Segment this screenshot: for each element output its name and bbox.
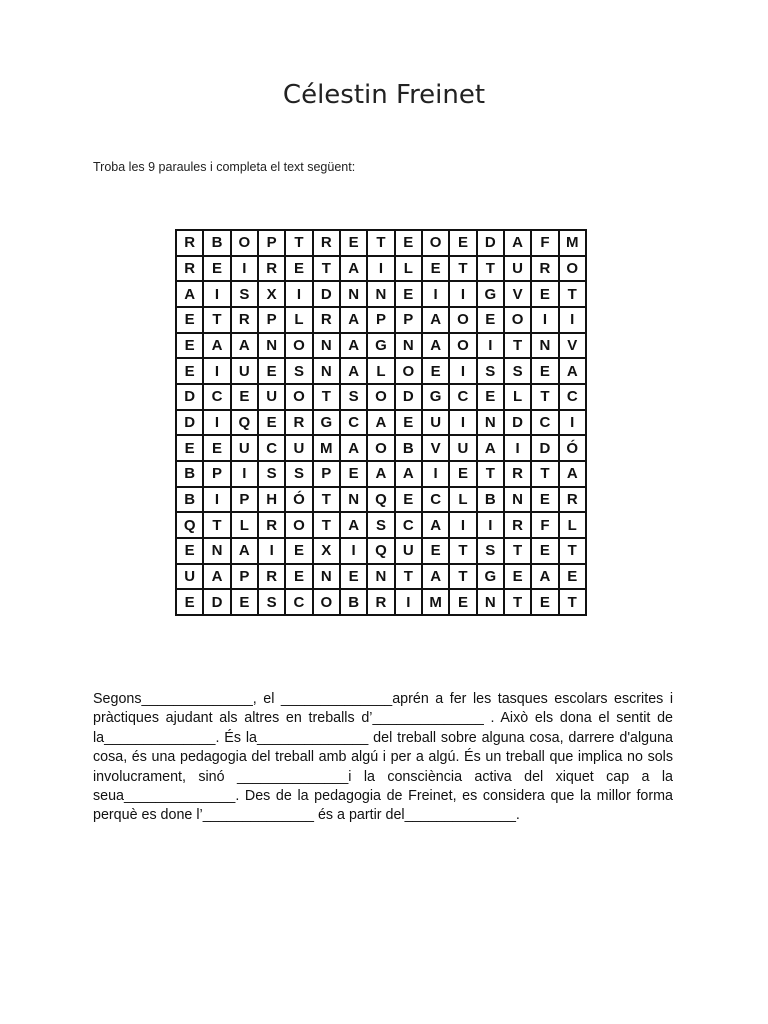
grid-cell: I	[423, 462, 450, 488]
grid-cell: P	[314, 462, 341, 488]
grid-cell: I	[341, 539, 368, 565]
grid-cell: R	[177, 257, 204, 283]
grid-cell: E	[341, 565, 368, 591]
grid-cell: S	[286, 462, 313, 488]
grid-cell: A	[532, 565, 559, 591]
grid-cell: T	[505, 334, 532, 360]
grid-cell: A	[505, 231, 532, 257]
grid-cell: R	[505, 513, 532, 539]
grid-cell: E	[177, 539, 204, 565]
grid-cell: C	[259, 436, 286, 462]
grid-cell: Q	[368, 539, 395, 565]
grid-cell: A	[478, 436, 505, 462]
grid-cell: B	[177, 488, 204, 514]
grid-cell: X	[314, 539, 341, 565]
grid-cell: E	[341, 231, 368, 257]
grid-cell: R	[259, 257, 286, 283]
grid-cell: T	[368, 231, 395, 257]
grid-cell: A	[423, 334, 450, 360]
grid-cell: E	[396, 282, 423, 308]
grid-cell: E	[286, 565, 313, 591]
grid-cell: A	[341, 257, 368, 283]
grid-cell: E	[232, 385, 259, 411]
grid-cell: U	[505, 257, 532, 283]
grid-cell: T	[505, 590, 532, 616]
grid-cell: T	[532, 385, 559, 411]
grid-cell: T	[314, 257, 341, 283]
grid-cell: B	[204, 231, 231, 257]
grid-cell: L	[396, 257, 423, 283]
grid-cell: N	[396, 334, 423, 360]
grid-cell: I	[204, 488, 231, 514]
grid-cell: L	[232, 513, 259, 539]
grid-cell: V	[423, 436, 450, 462]
grid-cell: E	[177, 308, 204, 334]
grid-cell: T	[560, 539, 587, 565]
grid-cell: E	[259, 359, 286, 385]
grid-cell: Q	[368, 488, 395, 514]
grid-cell: E	[532, 359, 559, 385]
grid-cell: G	[478, 565, 505, 591]
grid-cell: I	[560, 411, 587, 437]
instructions-text: Troba les 9 paraules i completa el text següent:	[93, 160, 356, 174]
grid-cell: A	[341, 513, 368, 539]
page-title: Célestin Freinet	[282, 80, 486, 110]
grid-cell: N	[341, 488, 368, 514]
grid-cell: P	[259, 308, 286, 334]
grid-cell: H	[259, 488, 286, 514]
grid-cell: Q	[177, 513, 204, 539]
fill-in-paragraph: Segons______________, el ______________aprén a fer les tasques escolars escrites i pràctiques ajudant als altres en treballs d’______________ . Això els dona el sentit de la______________. És la______________ del treball sobre alguna cosa, darrere d'alguna cosa, és una pedagogia del treball amb algú i per a algú. És un treball que implica no sols involucrament, sinó ______________i la consciència activa del xiquet cap a la seua______________. Des de la pedagogia de Freinet, es considera que la millor forma perquè es done l’______________ és a partir del______________.	[93, 691, 673, 824]
grid-cell: D	[478, 231, 505, 257]
grid-cell: A	[341, 334, 368, 360]
grid-cell: M	[423, 590, 450, 616]
grid-cell: D	[177, 385, 204, 411]
grid-cell: R	[259, 565, 286, 591]
grid-cell: T	[204, 308, 231, 334]
grid-cell: C	[341, 411, 368, 437]
grid-cell: I	[450, 359, 477, 385]
grid-cell: G	[423, 385, 450, 411]
grid-cell: N	[259, 334, 286, 360]
grid-cell: D	[204, 590, 231, 616]
grid-cell: X	[259, 282, 286, 308]
grid-cell: I	[232, 257, 259, 283]
grid-cell: E	[177, 590, 204, 616]
grid-cell: B	[396, 436, 423, 462]
grid-cell: T	[478, 462, 505, 488]
grid-cell: G	[368, 334, 395, 360]
grid-cell: O	[450, 334, 477, 360]
grid-cell: P	[368, 308, 395, 334]
grid-cell: U	[259, 385, 286, 411]
grid-cell: T	[450, 565, 477, 591]
grid-cell: N	[532, 334, 559, 360]
grid-cell: D	[314, 282, 341, 308]
grid-cell: E	[450, 462, 477, 488]
grid-cell: O	[396, 359, 423, 385]
grid-cell: I	[204, 359, 231, 385]
grid-cell: I	[286, 282, 313, 308]
grid-cell: I	[232, 462, 259, 488]
grid-cell: T	[505, 539, 532, 565]
grid-cell: G	[478, 282, 505, 308]
grid-cell: E	[204, 257, 231, 283]
grid-cell: V	[505, 282, 532, 308]
grid-cell: F	[532, 231, 559, 257]
grid-cell: E	[532, 590, 559, 616]
grid-cell: R	[505, 462, 532, 488]
grid-cell: T	[450, 539, 477, 565]
grid-cell: E	[560, 565, 587, 591]
grid-cell: E	[532, 488, 559, 514]
grid-cell: R	[560, 488, 587, 514]
grid-cell: E	[478, 385, 505, 411]
grid-cell: Ó	[286, 488, 313, 514]
grid-cell: C	[286, 590, 313, 616]
grid-cell: Ó	[560, 436, 587, 462]
grid-cell: A	[204, 334, 231, 360]
grid-cell: I	[423, 282, 450, 308]
grid-cell: A	[423, 565, 450, 591]
grid-cell: R	[368, 590, 395, 616]
grid-cell: S	[259, 462, 286, 488]
grid-cell: N	[368, 565, 395, 591]
grid-cell: A	[232, 334, 259, 360]
grid-cell: R	[532, 257, 559, 283]
grid-cell: S	[478, 359, 505, 385]
grid-cell: E	[450, 231, 477, 257]
grid-cell: E	[423, 359, 450, 385]
grid-cell: S	[232, 282, 259, 308]
grid-cell: I	[532, 308, 559, 334]
grid-cell: A	[396, 462, 423, 488]
grid-cell: C	[450, 385, 477, 411]
grid-cell: N	[478, 411, 505, 437]
grid-cell: T	[396, 565, 423, 591]
grid-cell: I	[560, 308, 587, 334]
grid-cell: T	[478, 257, 505, 283]
grid-cell: T	[286, 231, 313, 257]
grid-cell: P	[259, 231, 286, 257]
grid-cell: N	[314, 359, 341, 385]
grid-cell: I	[396, 590, 423, 616]
grid-cell: E	[396, 411, 423, 437]
grid-cell: U	[232, 359, 259, 385]
grid-cell: E	[423, 257, 450, 283]
grid-cell: E	[177, 334, 204, 360]
grid-cell: O	[314, 590, 341, 616]
grid-cell: N	[314, 334, 341, 360]
grid-cell: D	[177, 411, 204, 437]
grid-cell: A	[232, 539, 259, 565]
grid-cell: A	[341, 308, 368, 334]
grid-cell: I	[450, 513, 477, 539]
grid-cell: C	[560, 385, 587, 411]
grid-cell: B	[177, 462, 204, 488]
grid-cell: L	[450, 488, 477, 514]
grid-cell: F	[532, 513, 559, 539]
grid-cell: C	[532, 411, 559, 437]
grid-cell: E	[532, 282, 559, 308]
grid-cell: E	[505, 565, 532, 591]
grid-cell: M	[314, 436, 341, 462]
grid-cell: T	[450, 257, 477, 283]
grid-cell: I	[204, 282, 231, 308]
grid-cell: A	[560, 359, 587, 385]
grid-cell: L	[368, 359, 395, 385]
grid-cell: P	[396, 308, 423, 334]
grid-cell: A	[341, 436, 368, 462]
grid-cell: N	[204, 539, 231, 565]
grid-cell: A	[423, 308, 450, 334]
grid-cell: E	[423, 539, 450, 565]
word-search-grid	[175, 229, 587, 616]
grid-cell: O	[286, 334, 313, 360]
grid-cell: D	[505, 411, 532, 437]
grid-cell: E	[341, 462, 368, 488]
grid-cell: T	[560, 282, 587, 308]
grid-cell: E	[396, 231, 423, 257]
grid-cell: R	[314, 308, 341, 334]
grid-cell: U	[423, 411, 450, 437]
grid-cell: S	[505, 359, 532, 385]
grid-cell: I	[450, 411, 477, 437]
grid-cell: E	[286, 257, 313, 283]
grid-cell: I	[450, 282, 477, 308]
grid-cell: L	[505, 385, 532, 411]
grid-cell: A	[204, 565, 231, 591]
grid-cell: O	[560, 257, 587, 283]
grid-cell: E	[259, 411, 286, 437]
grid-cell: N	[478, 590, 505, 616]
grid-cell: D	[532, 436, 559, 462]
grid-cell: S	[286, 359, 313, 385]
grid-cell: I	[204, 411, 231, 437]
grid-cell: R	[177, 231, 204, 257]
grid-cell: T	[204, 513, 231, 539]
grid-cell: I	[478, 334, 505, 360]
grid-cell: G	[314, 411, 341, 437]
grid-cell: M	[560, 231, 587, 257]
grid-cell: U	[232, 436, 259, 462]
grid-cell: E	[532, 539, 559, 565]
grid-cell: U	[396, 539, 423, 565]
grid-cell: T	[314, 513, 341, 539]
grid-cell: N	[314, 565, 341, 591]
grid-cell: E	[232, 590, 259, 616]
grid-cell: O	[505, 308, 532, 334]
grid-cell: R	[286, 411, 313, 437]
grid-cell: B	[341, 590, 368, 616]
grid-cell: O	[450, 308, 477, 334]
grid-cell: L	[560, 513, 587, 539]
grid-cell: A	[423, 513, 450, 539]
grid-cell: L	[286, 308, 313, 334]
grid-cell: O	[232, 231, 259, 257]
grid-cell: R	[259, 513, 286, 539]
grid-cell: I	[368, 257, 395, 283]
grid-cell: U	[286, 436, 313, 462]
grid-cell: E	[478, 308, 505, 334]
grid-cell: A	[341, 359, 368, 385]
grid-cell: O	[368, 436, 395, 462]
grid-cell: I	[259, 539, 286, 565]
grid-cell: A	[368, 462, 395, 488]
grid-cell: D	[396, 385, 423, 411]
grid-cell: O	[286, 385, 313, 411]
grid-cell: O	[286, 513, 313, 539]
grid-cell: C	[204, 385, 231, 411]
grid-cell: N	[505, 488, 532, 514]
grid-cell: P	[232, 565, 259, 591]
grid-cell: S	[341, 385, 368, 411]
grid-cell: E	[177, 359, 204, 385]
grid-cell: E	[450, 590, 477, 616]
grid-cell: O	[368, 385, 395, 411]
grid-cell: B	[478, 488, 505, 514]
grid-cell: P	[204, 462, 231, 488]
grid-cell: S	[259, 590, 286, 616]
grid-cell: N	[341, 282, 368, 308]
grid-cell: A	[560, 462, 587, 488]
grid-cell: N	[368, 282, 395, 308]
grid-cell: A	[177, 282, 204, 308]
grid-cell: R	[232, 308, 259, 334]
grid-cell: S	[478, 539, 505, 565]
grid-cell: C	[396, 513, 423, 539]
grid-cell: C	[423, 488, 450, 514]
grid-cell: T	[532, 462, 559, 488]
grid-cell: A	[368, 411, 395, 437]
grid-cell: S	[368, 513, 395, 539]
grid-cell: E	[396, 488, 423, 514]
grid-cell: I	[505, 436, 532, 462]
grid-cell: U	[450, 436, 477, 462]
grid-cell: T	[314, 488, 341, 514]
grid-cell: Q	[232, 411, 259, 437]
grid-cell: E	[286, 539, 313, 565]
grid-cell: E	[204, 436, 231, 462]
grid-cell: P	[232, 488, 259, 514]
grid-cell: T	[314, 385, 341, 411]
grid-cell: U	[177, 565, 204, 591]
grid-cell: O	[423, 231, 450, 257]
grid-cell: R	[314, 231, 341, 257]
grid-cell: I	[478, 513, 505, 539]
grid-cell: T	[560, 590, 587, 616]
grid-cell: E	[177, 436, 204, 462]
grid-cell: V	[560, 334, 587, 360]
